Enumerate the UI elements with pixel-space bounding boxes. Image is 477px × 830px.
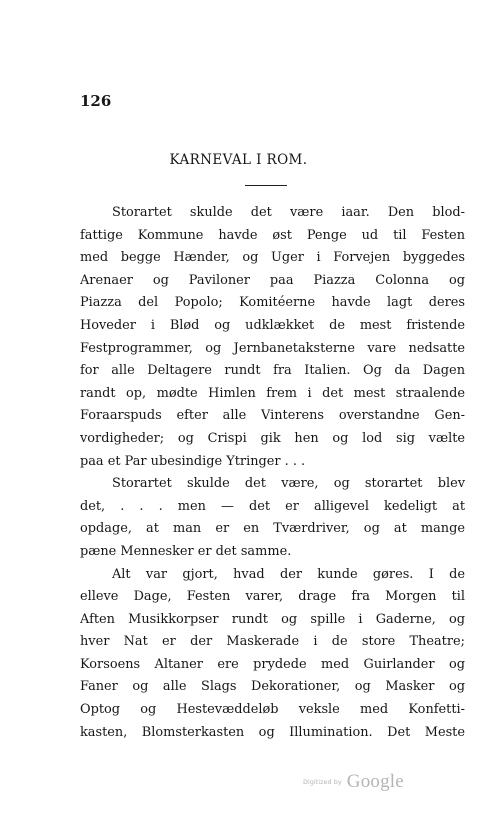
chapter-title: KARNEVAL I ROM. — [169, 152, 308, 168]
text-line: hver Nat er der Maskerade i de store Theatre; — [80, 634, 465, 650]
text-line: elleve Dage, Festen varer, drage fra Morgen til — [80, 589, 465, 605]
text-line: Hoveder i Blød og udklækket de mest fristende — [80, 317, 465, 333]
page-number: 126 — [80, 92, 112, 110]
text-line: kasten, Blomsterkasten og Illumination. Det Meste — [80, 724, 465, 740]
google-logo: Google — [346, 771, 404, 792]
text-line: Foraarspuds efter alle Vinterens overstandne Gen- — [80, 408, 465, 424]
text-line: vordigheder; og Crispi gik hen og lod sig vælte — [80, 430, 465, 446]
text-line: det, . . . men — det er alligevel kedeligt at — [80, 498, 465, 514]
text-line: fattige Kommune havde øst Penge ud til Festen — [80, 227, 465, 243]
text-line: pæne Mennesker er det samme. — [80, 543, 292, 559]
text-line: Optog og Hestevæddeløb veksle med Konfetti- — [80, 702, 465, 718]
text-line: Korsoens Altaner ere prydede med Guirlander og — [80, 656, 465, 672]
text-line: Arenaer og Paviloner paa Piazza Colonna og — [80, 272, 465, 288]
text-line: Piazza del Popolo; Komitéerne havde lagt deres — [80, 295, 465, 311]
text-line: Storartet skulde det være iaar. Den blod- — [112, 205, 465, 220]
text-line: for alle Deltagere rundt fra Italien. Og da Dagen — [80, 363, 465, 379]
text-line: opdage, at man er en Tværdriver, og at mange — [80, 521, 465, 537]
text-line: Alt var gjort, hvad der kunde gøres. I de — [112, 566, 465, 582]
text-line: Festprogrammer, og Jernbanetaksterne vare nedsatte — [80, 340, 465, 356]
text-line: randt op, mødte Himlen frem i det mest straalende — [80, 385, 465, 401]
text-line: paa et Par ubesindige Ytringer . . . — [80, 453, 306, 469]
digitized-watermark — [303, 771, 404, 793]
body-text — [80, 202, 465, 744]
title-divider — [245, 185, 287, 186]
text-line: Faner og alle Slags Dekorationer, og Masker og — [80, 679, 465, 695]
text-line: Storartet skulde det være, og storartet blev — [112, 476, 465, 492]
text-line: Aften Musikkorpser rundt og spille i Gaderne, og — [80, 611, 465, 627]
watermark-prefix: Digitized by — [303, 778, 342, 786]
text-line: med begge Hænder, og Uger i Forvejen byggedes — [80, 250, 465, 266]
